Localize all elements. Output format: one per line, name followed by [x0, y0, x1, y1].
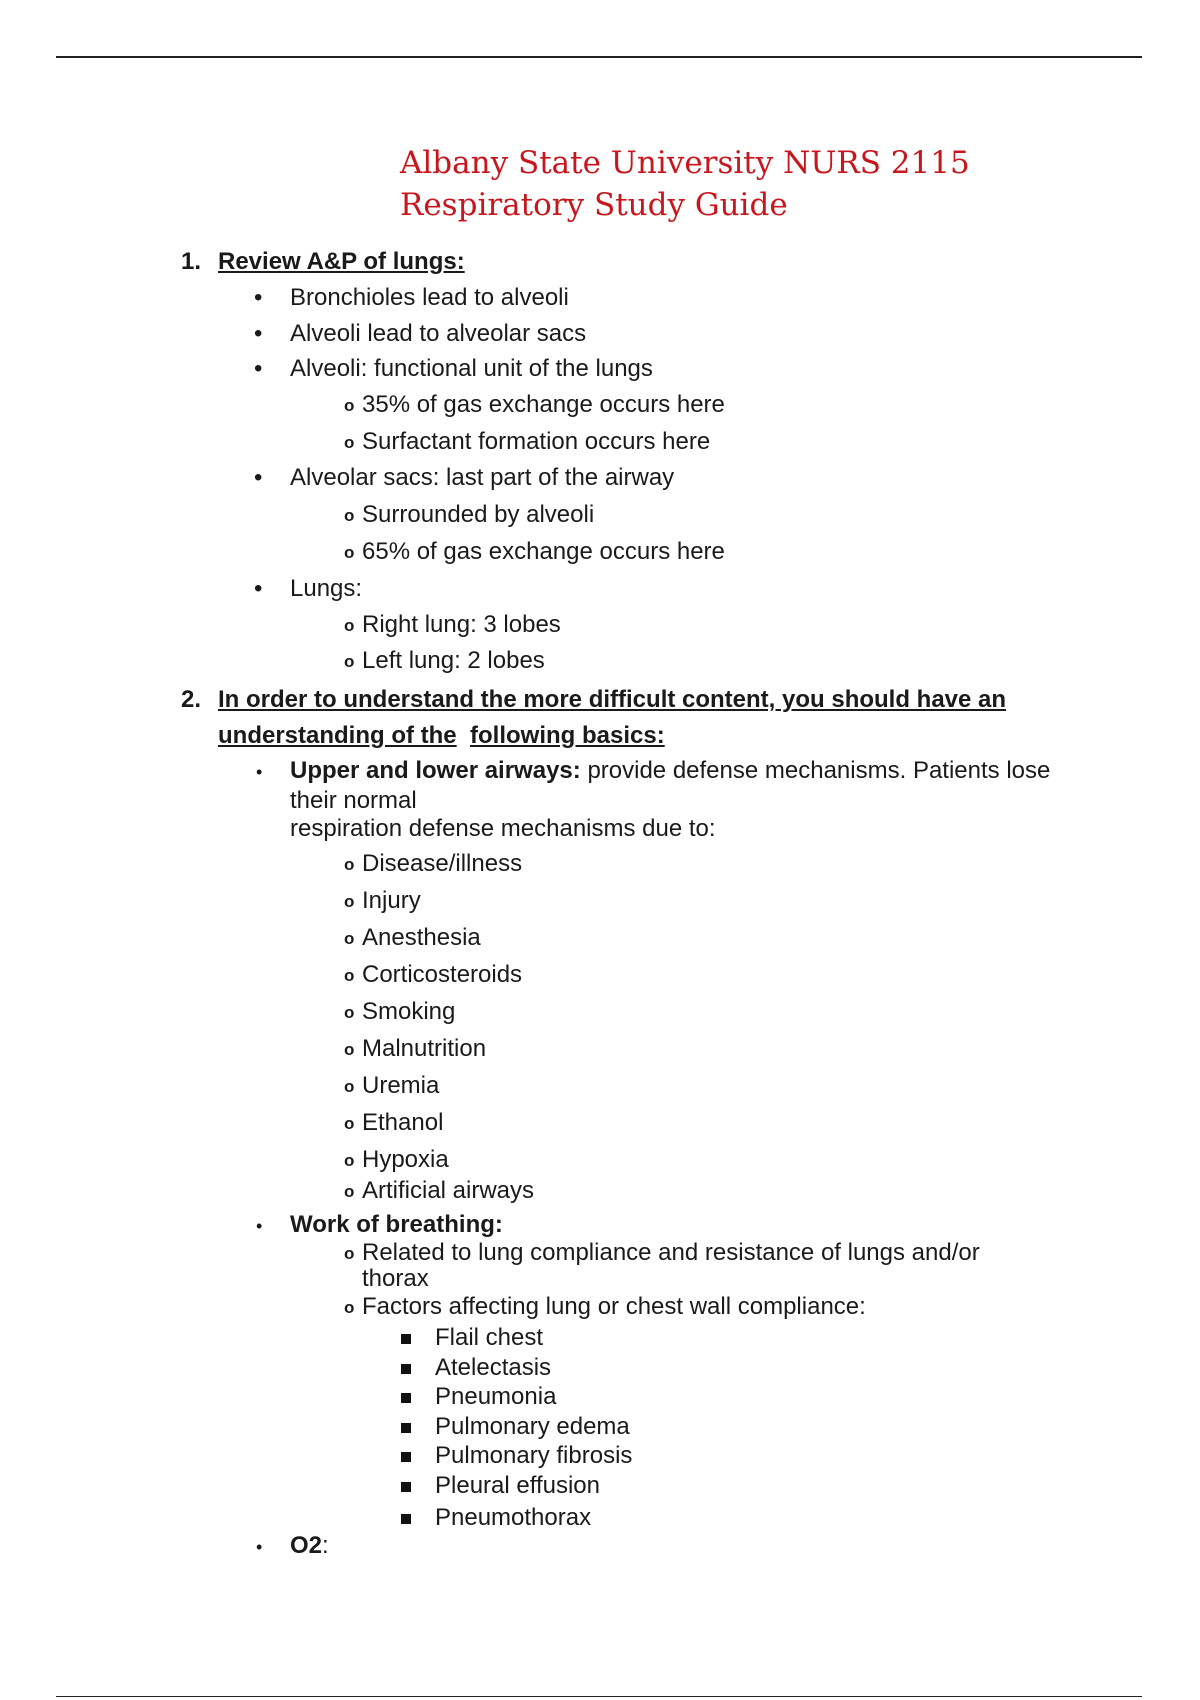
list-item: Anesthesia — [362, 924, 481, 951]
list-item: 65% of gas exchange occurs here — [362, 538, 725, 565]
airways-line-3: respiration defense mechanisms due to: — [290, 815, 716, 842]
list-item: 35% of gas exchange occurs here — [362, 391, 725, 418]
circle-bullet-icon: o — [344, 652, 355, 671]
section-2-heading-line-1: In order to understand the more difficult content, you should have an — [218, 686, 1007, 713]
list-item: Factors affecting lung or chest wall compliance: — [362, 1293, 866, 1320]
square-bullet-icon — [401, 1423, 411, 1433]
list-item: Pulmonary edema — [435, 1413, 630, 1440]
list-item: Hypoxia — [362, 1146, 449, 1173]
list-item: Injury — [362, 887, 421, 914]
list-item-continued: thorax — [362, 1265, 429, 1292]
airways-line-2: their normal — [290, 787, 417, 814]
list-item: Alveoli lead to alveolar sacs — [290, 320, 587, 347]
list-item: Alveolar sacs: last part of the airway — [290, 464, 675, 491]
list-item: Pulmonary fibrosis — [435, 1442, 633, 1469]
footer-rule — [56, 1696, 1142, 1697]
square-bullet-icon — [401, 1482, 411, 1492]
disc-bullet-icon: • — [256, 762, 263, 782]
header-rule — [56, 56, 1142, 58]
work-of-breathing-label: Work of breathing: — [290, 1211, 503, 1238]
disc-bullet-icon: • — [254, 464, 263, 491]
list-item: Flail chest — [435, 1324, 544, 1351]
circle-bullet-icon: o — [344, 1077, 355, 1096]
circle-bullet-icon: o — [344, 966, 355, 985]
o2-colon: : — [322, 1532, 329, 1559]
circle-bullet-icon: o — [344, 616, 355, 635]
list-item: Uremia — [362, 1072, 440, 1099]
o2-item — [290, 1531, 329, 1561]
list-item: Malnutrition — [362, 1035, 487, 1062]
circle-bullet-icon: o — [344, 1003, 355, 1022]
list-item: Pneumonia — [435, 1383, 557, 1410]
o2-label: O2 — [290, 1532, 323, 1559]
circle-bullet-icon: o — [344, 1151, 355, 1170]
list-item: Bronchioles lead to alveoli — [290, 284, 569, 311]
square-bullet-icon — [401, 1393, 411, 1403]
disc-bullet-icon: • — [254, 355, 263, 382]
circle-bullet-icon: o — [344, 892, 355, 911]
square-bullet-icon — [401, 1514, 411, 1524]
list-item: Corticosteroids — [362, 961, 523, 988]
circle-bullet-icon: o — [344, 543, 355, 562]
circle-bullet-icon: o — [344, 929, 355, 948]
list-item: Disease/illness — [362, 850, 523, 877]
section-1-number: 1. — [181, 248, 202, 275]
title-line-1: Albany State University NURS 2115 — [400, 145, 970, 181]
document-title — [400, 142, 970, 226]
section-2-heading-line-2a: understanding of the — [218, 722, 457, 749]
section-1-heading: Review A&P of lungs: — [218, 248, 465, 275]
disc-bullet-icon: • — [256, 1216, 263, 1236]
circle-bullet-icon: o — [344, 1114, 355, 1133]
disc-bullet-icon: • — [256, 1537, 263, 1557]
list-item: Right lung: 3 lobes — [362, 611, 561, 638]
list-item: Pleural effusion — [435, 1472, 600, 1499]
circle-bullet-icon: o — [344, 1040, 355, 1059]
circle-bullet-icon: o — [344, 1298, 355, 1317]
list-item: Artificial airways — [362, 1177, 535, 1204]
circle-bullet-icon: o — [344, 506, 355, 525]
circle-bullet-icon: o — [344, 855, 355, 874]
list-item: Smoking — [362, 998, 456, 1025]
list-item: Surfactant formation occurs here — [362, 428, 711, 455]
circle-bullet-icon: o — [344, 396, 355, 415]
list-item: Atelectasis — [435, 1354, 552, 1381]
square-bullet-icon — [401, 1452, 411, 1462]
airways-item — [290, 756, 1050, 786]
circle-bullet-icon: o — [344, 1182, 355, 1201]
list-item: Lungs: — [290, 575, 363, 602]
disc-bullet-icon: • — [254, 284, 263, 311]
circle-bullet-icon: o — [344, 1244, 355, 1263]
title-line-2: Respiratory Study Guide — [400, 187, 788, 223]
list-item: Ethanol — [362, 1109, 444, 1136]
airways-text: provide defense mechanisms. Patients lose — [587, 757, 1051, 784]
section-2-heading-line-2b: following basics: — [470, 722, 665, 749]
circle-bullet-icon: o — [344, 433, 355, 452]
airways-label: Upper and lower airways: — [290, 757, 581, 784]
disc-bullet-icon: • — [254, 320, 263, 347]
disc-bullet-icon: • — [254, 575, 263, 602]
list-item: Left lung: 2 lobes — [362, 647, 545, 674]
square-bullet-icon — [401, 1364, 411, 1374]
square-bullet-icon — [401, 1334, 411, 1344]
list-item: Alveoli: functional unit of the lungs — [290, 355, 653, 382]
list-item: Surrounded by alveoli — [362, 501, 595, 528]
section-2-number: 2. — [181, 686, 202, 713]
list-item: Related to lung compliance and resistance of lungs and/or — [362, 1239, 980, 1266]
list-item: Pneumothorax — [435, 1504, 592, 1531]
